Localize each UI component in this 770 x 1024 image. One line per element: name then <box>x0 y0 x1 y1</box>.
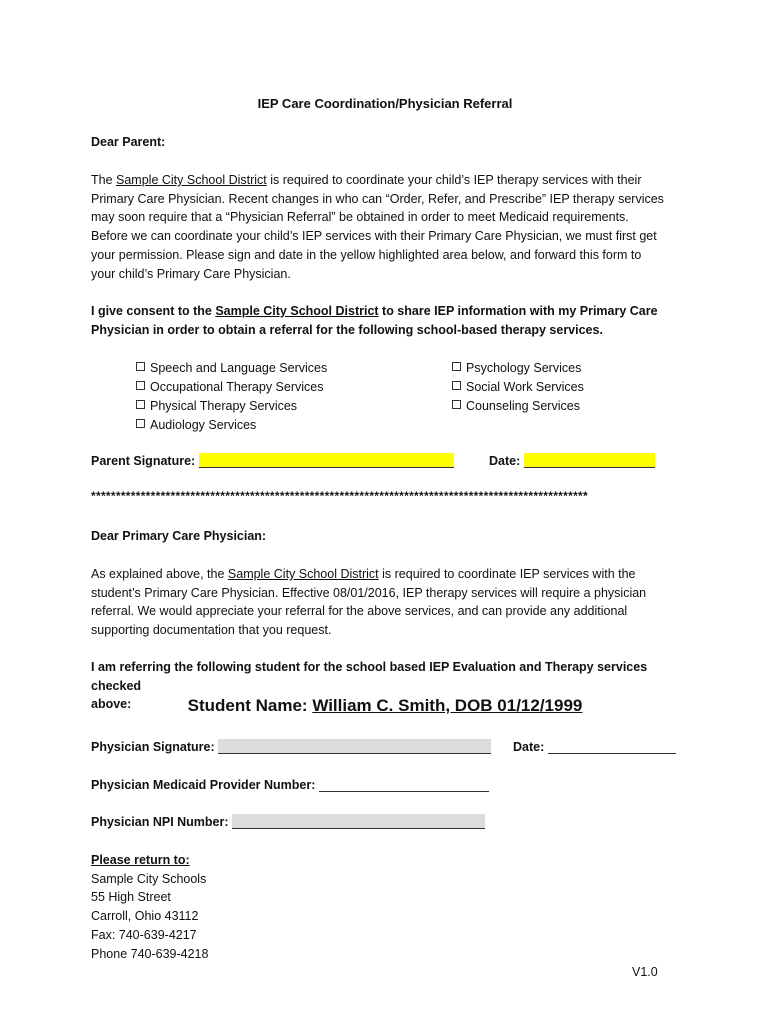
return-line: Phone 740-639-4218 <box>91 946 209 961</box>
return-line: Sample City Schools <box>91 871 207 886</box>
parent-paragraph-line-3: may soon require that a “Physician Referral” be obtained in order to meet Medicaid requirements. <box>91 210 629 225</box>
physician-district-name: Sample City School District <box>227 567 379 581</box>
student-name-label: Student Name: <box>187 696 313 715</box>
checkbox-icon <box>136 419 145 428</box>
parent-paragraph-line-4: Before we can coordinate your child’s IEP services with their Primary Care Physician, we must first get <box>91 229 657 244</box>
physician-paragraph <box>91 565 691 640</box>
npi-number-field[interactable] <box>232 814 485 829</box>
parent-paragraph <box>91 171 691 283</box>
parent-signature-label: Parent Signature: <box>91 454 196 468</box>
parent-signature-field[interactable] <box>199 453 454 468</box>
physician-date-label: Date: <box>513 740 545 754</box>
parent-paragraph-line-2: Primary Care Physician. Recent changes in who can “Order, Refer, and Prescribe” IEP therapy services <box>91 191 664 206</box>
physician-signature-row <box>91 738 491 757</box>
physician-paragraph-line-2: student’s Primary Care Physician. Effective 08/01/2016, IEP therapy services will require a physician <box>91 585 647 600</box>
consent-statement: I give consent to the Sample City School District to share IEP information with my Primary Care Physician in order to obtain a referral for the following school-based therapy services. <box>91 304 658 337</box>
parent-date-row <box>489 452 655 471</box>
parent-paragraph-line-1: The Sample City School District is required to coordinate your child’s IEP therapy services with their <box>91 173 642 187</box>
checkbox-icon <box>136 400 145 409</box>
physician-paragraph-line-3: referral. We would appreciate your referral for the above services, and can provide any additional <box>91 604 628 619</box>
checkbox-counseling[interactable]: Counseling Services <box>452 397 580 416</box>
checkbox-speech-language[interactable]: Speech and Language Services <box>136 359 327 378</box>
physician-signature-label: Physician Signature: <box>91 740 215 754</box>
physician-greeting: Dear Primary Care Physician: <box>91 529 267 543</box>
medicaid-number-field[interactable] <box>319 777 489 792</box>
parent-date-label: Date: <box>489 454 521 468</box>
medicaid-row <box>91 776 489 795</box>
student-name-line <box>0 697 770 716</box>
checkbox-psychology[interactable]: Psychology Services <box>452 359 581 378</box>
checkbox-icon <box>452 400 461 409</box>
physician-paragraph-line-1: As explained above, the Sample City School District is required to coordinate IEP services with the <box>91 567 636 581</box>
checkbox-icon <box>136 381 145 390</box>
parent-signature-row <box>91 452 454 471</box>
checkbox-icon <box>452 362 461 371</box>
section-separator: **************************************************************************************************** <box>91 489 588 503</box>
referral-statement: I am referring the following student for the school based IEP Evaluation and Therapy services checked above: <box>91 660 648 712</box>
medicaid-label: Physician Medicaid Provider Number: <box>91 778 316 792</box>
district-name: Sample City School District <box>116 173 267 187</box>
checkbox-social-work[interactable]: Social Work Services <box>452 378 584 397</box>
checkbox-occupational-therapy[interactable]: Occupational Therapy Services <box>136 378 323 397</box>
physician-date-field[interactable] <box>548 739 676 754</box>
physician-paragraph-line-4: supporting documentation that you request. <box>91 623 332 638</box>
parent-date-field[interactable] <box>524 453 655 468</box>
physician-signature-field[interactable] <box>218 739 491 754</box>
return-address <box>91 851 691 963</box>
parent-paragraph-line-5: your permission. Please sign and date in the yellow highlighted area below, and forward this form to <box>91 247 642 262</box>
consent-district-name: Sample City School District <box>215 304 379 318</box>
page-title: IEP Care Coordination/Physician Referral <box>257 96 513 111</box>
return-heading: Please return to: <box>91 853 190 867</box>
checkbox-physical-therapy[interactable]: Physical Therapy Services <box>136 397 297 416</box>
npi-row <box>91 813 485 832</box>
physician-date-row <box>513 738 676 757</box>
version-label: V1.0 <box>632 965 658 979</box>
student-name-value: William C. Smith, DOB 01/12/1999 <box>312 696 583 715</box>
return-line: Fax: 740-639-4217 <box>91 927 197 942</box>
return-line: Carroll, Ohio 43112 <box>91 909 199 924</box>
parent-paragraph-line-6: your child’s Primary Care Physician. <box>91 266 291 281</box>
return-line: 55 High Street <box>91 890 171 905</box>
checkbox-icon <box>136 362 145 371</box>
npi-label: Physician NPI Number: <box>91 815 229 829</box>
parent-greeting: Dear Parent: <box>91 135 166 149</box>
checkbox-audiology[interactable]: Audiology Services <box>136 416 256 435</box>
checkbox-icon <box>452 381 461 390</box>
